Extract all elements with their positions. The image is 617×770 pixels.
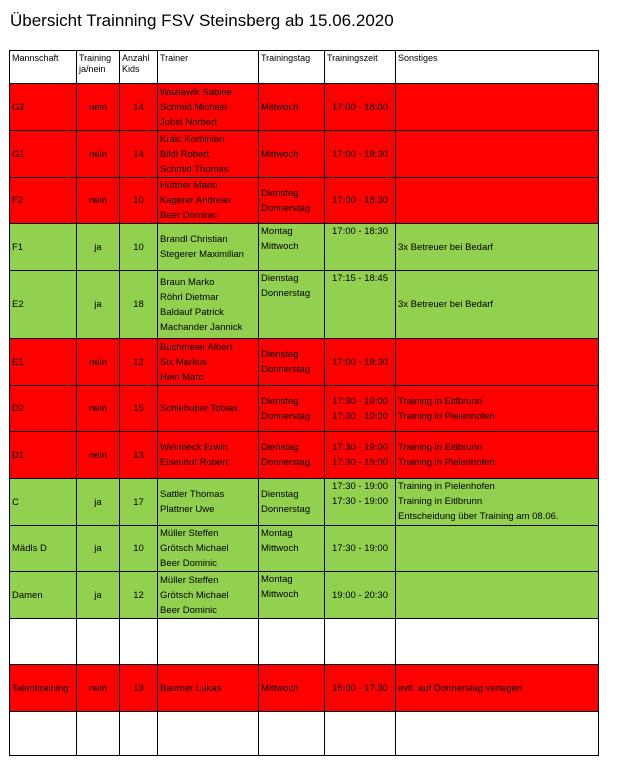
time-cell [325,526,396,572]
cell-line: G1 [12,148,25,160]
day-cell [259,665,325,712]
cell-line: Montag [261,226,293,237]
table-row [10,339,599,386]
day-cell [259,339,325,386]
team-cell [10,619,77,665]
time-cell [325,479,396,526]
time-cell [325,271,396,339]
cell-line: Braun Marko [160,276,215,288]
training-cell [77,386,120,432]
cell-line: 12 [133,589,144,601]
cell-line: nein [89,148,107,160]
kids-cell [120,665,158,712]
cell-line: Buchmeier Albert [160,341,233,353]
cell-line: Hüttner Mario [160,180,218,191]
cell-line: E2 [12,299,24,310]
cell-line: Weinbeck Erwin [160,442,228,453]
trainer-cell [158,224,259,271]
cell-line: 17:30 - 19:00 [332,496,388,507]
team-cell [10,271,77,339]
cell-line: Kralc Korbinian [160,133,225,145]
cell-line: Beer Dominic [160,558,218,569]
misc-cell [396,432,599,479]
cell-line: Donnerstag [261,364,311,375]
training-cell [77,619,120,665]
table-row [10,271,599,339]
misc-cell [396,271,599,339]
table-row [10,619,599,665]
cell-line: nein [89,356,107,368]
training-cell [77,479,120,526]
time-cell [325,619,396,665]
misc-cell [396,224,599,271]
trainer-cell [158,526,259,572]
cell-line: Entscheidung über Training am 08.06. [398,511,559,522]
misc-cell [396,479,599,526]
cell-line: Dienstag [261,187,299,199]
cell-line: Mittwoch [261,241,299,252]
cell-line: Mittwoch [261,543,299,554]
training-cell [77,339,120,386]
training-cell [77,84,120,131]
cell-line: Hein Marc [160,371,204,383]
cell-line: Training in Pielenhofen [398,410,495,422]
kids-cell [120,619,158,665]
header-trainer: Trainer [158,51,259,84]
day-cell [259,479,325,526]
time-cell [325,432,396,479]
table-row [10,84,599,131]
table-row [10,178,599,224]
cell-line: Müller Steffen [160,574,219,586]
misc-cell [396,131,599,178]
cell-line: 17:00 - 18:30 [332,356,388,368]
cell-line: G2 [12,101,25,113]
cell-line: ja [94,496,102,508]
kids-cell [120,224,158,271]
cell-line: Training in Pielenhofen [398,481,495,492]
table-row [10,572,599,619]
cell-line: nein [89,682,107,694]
team-cell [10,526,77,572]
cell-line: nein [89,403,107,414]
cell-line: Training in Eitlbrunn [398,442,483,453]
cell-line: 17:00 - 18:30 [332,195,388,206]
cell-line: D2 [12,403,25,414]
kids-cell [120,572,158,619]
cell-line: 13 [133,682,144,694]
cell-line: Grötsch Michael [160,543,229,554]
kids-cell [120,271,158,339]
time-cell [325,712,396,756]
misc-cell [396,526,599,572]
cell-line: 12 [133,356,144,368]
cell-line: 10 [133,195,144,206]
time-cell [325,665,396,712]
trainer-cell [158,572,259,619]
kids-cell [120,131,158,178]
cell-line: Müller Steffen [160,528,219,539]
cell-line: Kagerer Andreas [160,195,232,206]
cell-line: 17:30 - 19:00 [332,442,388,453]
table-row [10,479,599,526]
training-cell [77,131,120,178]
cell-line: Dienstag [261,442,299,453]
misc-cell [396,386,599,432]
cell-line: Eisenhut Robert [160,457,229,468]
trainer-cell [158,271,259,339]
cell-line: Donnerstag [261,288,311,299]
cell-line: Donnerstag [261,410,311,422]
cell-line: 17:00 - 18:30 [332,148,388,160]
cell-line: Baumer Lukas [160,682,222,694]
cell-line: 17 [133,496,144,508]
misc-cell [396,619,599,665]
cell-line: 16:00 - 17:30 [332,682,388,694]
cell-line: Donnerstag [261,504,311,515]
cell-line: Grötsch Michael [160,589,229,601]
trainer-cell [158,131,259,178]
cell-line: Wazlawik Sabine [160,86,232,98]
training-cell [77,178,120,224]
cell-line: F1 [12,241,24,253]
misc-cell [396,572,599,619]
trainer-cell [158,712,259,756]
cell-line: nein [89,195,107,206]
cell-line: Talenttraining [12,682,69,694]
cell-line: Montag [261,574,293,585]
cell-line: 17:30 - 19:00 [332,543,388,554]
kids-cell [120,526,158,572]
misc-cell [396,84,599,131]
cell-line: 10 [133,241,144,253]
table-row [10,712,599,756]
trainer-cell [158,178,259,224]
kids-cell [120,712,158,756]
day-cell [259,271,325,339]
cell-line: Schlehuber Tobias [160,403,238,414]
cell-line: 17:30 - 19:00 [332,410,388,422]
team-cell [10,386,77,432]
page-title: Übersicht Trainning FSV Steinsberg ab 15.06.2020 [10,11,394,30]
training-cell [77,432,120,479]
training-cell [77,526,120,572]
cell-line: Dienstag [261,489,299,500]
team-cell [10,339,77,386]
cell-line: Mittwoch [261,589,299,600]
day-cell [259,84,325,131]
cell-line: Sattler Thomas [160,489,225,500]
cell-line: Montag [261,528,293,539]
trainer-cell [158,479,259,526]
day-cell [259,224,325,271]
trainer-cell [158,619,259,665]
trainer-cell [158,84,259,131]
header-training: Training ja/nein [77,51,120,84]
cell-line: Plattner Uwe [160,504,215,515]
cell-line: Training in Pielenhofen [398,457,495,468]
cell-line: Schmid Michael [160,101,228,113]
table-row [10,131,599,178]
cell-line: 17:30 - 19:00 [332,457,388,468]
team-cell [10,84,77,131]
cell-line: Brandl Christian [160,234,228,245]
kids-cell [120,479,158,526]
day-cell [259,432,325,479]
team-cell [10,178,77,224]
time-cell [325,131,396,178]
day-cell [259,131,325,178]
table-row [10,526,599,572]
cell-line: 15 [133,403,144,414]
cell-line: Baldauf Patrick [160,306,224,318]
cell-line: 17:30 - 19:00 [332,481,388,492]
misc-cell [396,178,599,224]
misc-cell [396,712,599,756]
cell-line: Six Markus [160,356,207,368]
cell-line: Dienstag [261,395,299,407]
cell-line: 17:00 - 18:00 [332,101,388,113]
misc-cell [396,665,599,712]
cell-line: Dienstag [261,349,299,360]
day-cell [259,619,325,665]
cell-line: Donnerstag [261,202,311,214]
cell-line: E1 [12,356,24,368]
cell-line: Mittwoch [261,682,299,694]
team-cell [10,712,77,756]
training-cell [77,665,120,712]
time-cell [325,224,396,271]
cell-line: ja [94,543,102,554]
cell-line: evtl. auf Donnerstag verlegen [398,682,523,694]
time-cell [325,386,396,432]
kids-cell [120,386,158,432]
day-cell [259,572,325,619]
header-misc: Sonstiges [396,51,599,84]
cell-line: Jobst Norbert [160,116,218,128]
trainer-cell [158,339,259,386]
header-kids: Anzahl Kids [120,51,158,84]
time-cell [325,84,396,131]
day-cell [259,386,325,432]
cell-line: Beer Dominic [160,210,218,221]
header-day: Trainingstag [259,51,325,84]
time-cell [325,572,396,619]
cell-line: nein [89,101,107,113]
cell-line: Mittwoch [261,101,299,113]
table-row [10,224,599,271]
cell-line: 14 [133,101,144,113]
cell-line: Schmid Thomas [160,163,229,175]
kids-cell [120,178,158,224]
table-row [10,665,599,712]
cell-line: Damen [12,589,43,601]
trainer-cell [158,665,259,712]
day-cell [259,526,325,572]
cell-line: Training in Eitlbrunn [398,395,483,407]
cell-line: 18 [133,299,144,310]
kids-cell [120,84,158,131]
time-cell [325,339,396,386]
team-cell [10,432,77,479]
day-cell [259,712,325,756]
table-header-row [10,51,599,84]
cell-line: 19:00 - 20:30 [332,589,388,601]
cell-line: Beer Dominic [160,604,218,616]
training-cell [77,712,120,756]
cell-line: 10 [133,543,144,554]
cell-line: Mädls D [12,543,47,554]
misc-cell [396,339,599,386]
cell-line: Mittwoch [261,148,299,160]
team-cell [10,665,77,712]
table-row [10,386,599,432]
header-team: Mannschaft [10,51,77,84]
team-cell [10,479,77,526]
cell-line: Röhrl Dietmar [160,291,219,303]
cell-line: ja [94,241,102,253]
cell-line: D1 [12,449,25,461]
cell-line: Stegerer Maximilian [160,249,244,260]
cell-line: ja [94,299,102,310]
training-schedule-table [9,50,599,756]
cell-line: Donnerstag [261,457,311,468]
cell-line: Machander Jannick [160,321,243,333]
cell-line: ja [94,589,102,601]
table-row [10,432,599,479]
kids-cell [120,432,158,479]
cell-line: Dienstag [261,273,299,284]
cell-line: nein [89,449,107,461]
training-cell [77,224,120,271]
kids-cell [120,339,158,386]
cell-line: Training in Eitlbrunn [398,496,483,507]
cell-line: 13 [133,449,144,461]
cell-line: 14 [133,148,144,160]
cell-line: 17:15 - 18:45 [332,273,388,284]
cell-line: 17:00 - 18:30 [332,226,388,237]
trainer-cell [158,432,259,479]
day-cell [259,178,325,224]
trainer-cell [158,386,259,432]
cell-line: Bildl Robert [160,148,210,160]
cell-line: 3x Betreuer bei Bedarf [398,241,494,253]
training-cell [77,271,120,339]
team-cell [10,572,77,619]
cell-line: 17:30 - 19:00 [332,395,388,407]
cell-line: C [12,496,19,508]
team-cell [10,224,77,271]
cell-line: F2 [12,195,24,206]
team-cell [10,131,77,178]
cell-line: 3x Betreuer bei Bedarf [398,299,494,310]
training-cell [77,572,120,619]
header-time: Trainingszeit [325,51,396,84]
time-cell [325,178,396,224]
